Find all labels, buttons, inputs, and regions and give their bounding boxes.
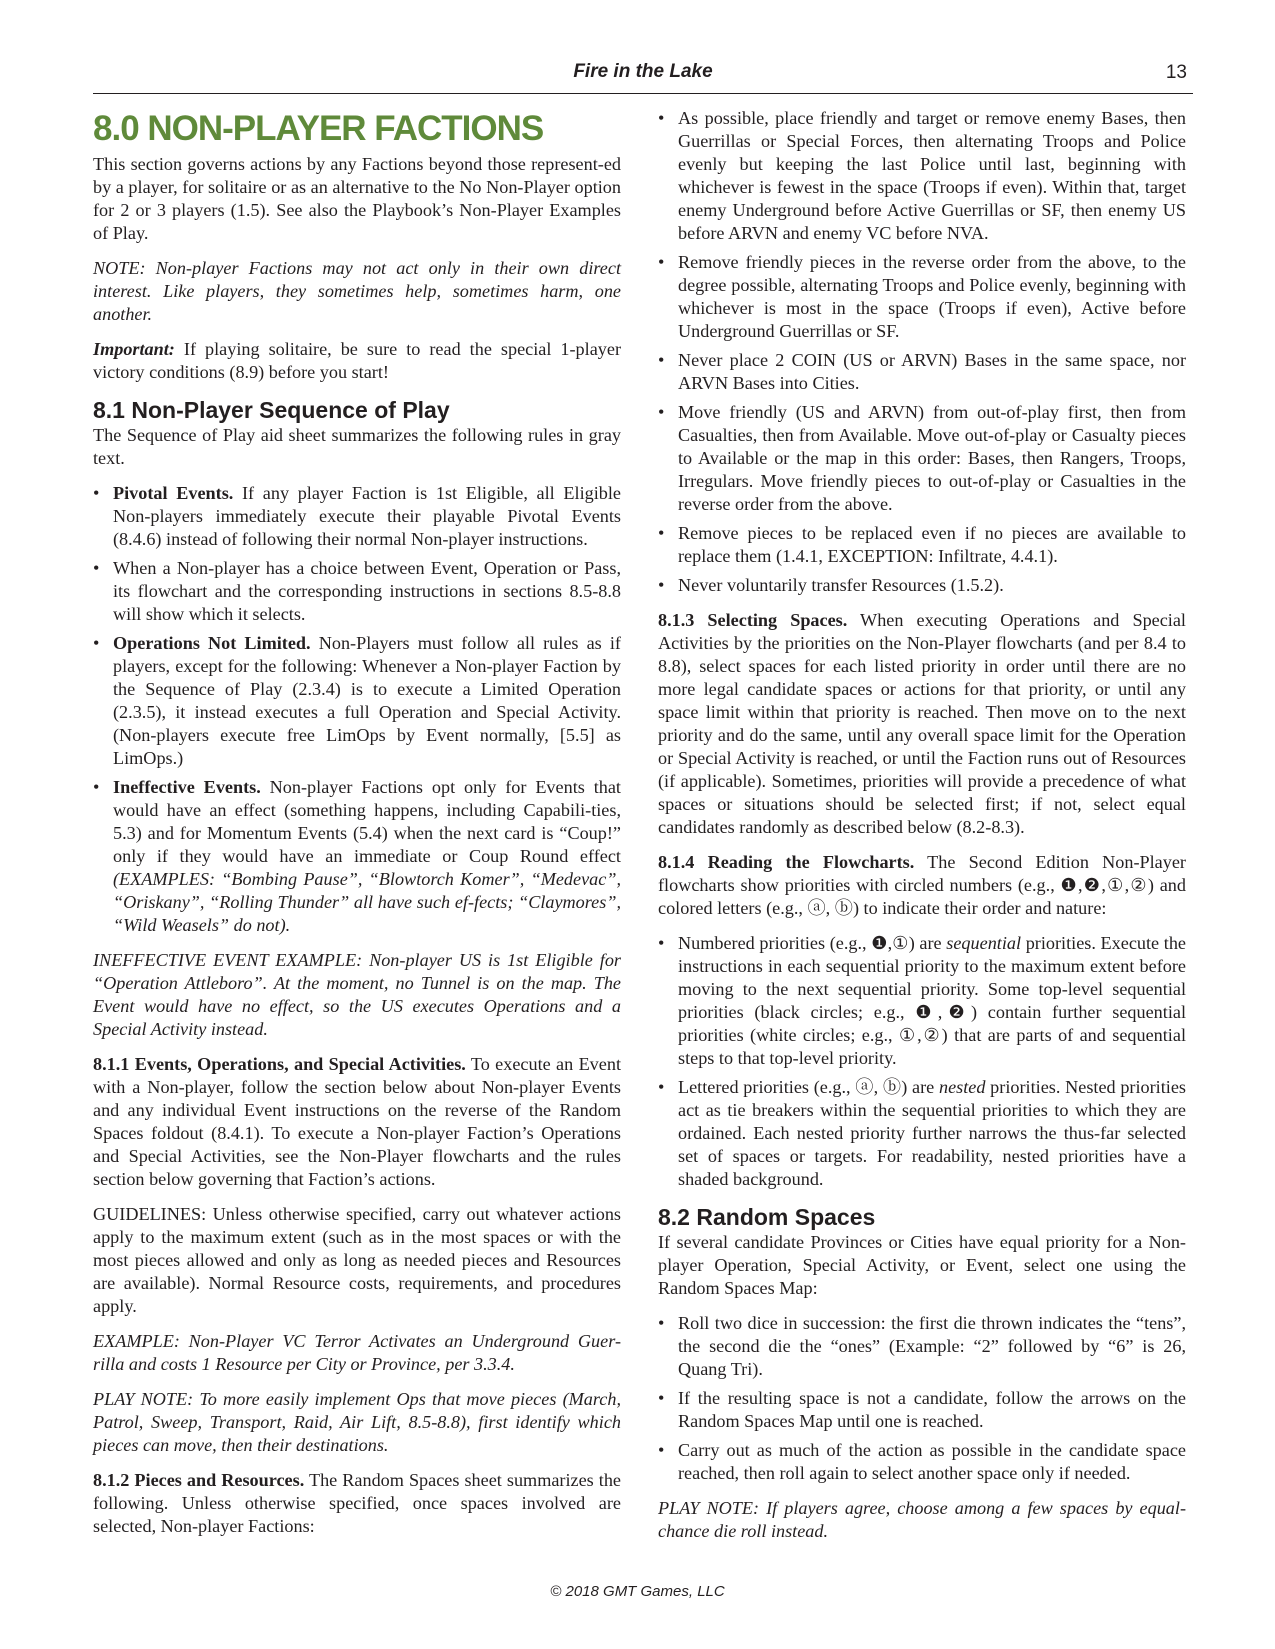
bullet-text: priorities. Nested priorities act as tie breakers within the sequential priorities to which they are ordained. Each nested priority further narrows the thus-far selected set of spaces or targets. For readability, nested priorities have a shaded background. bbox=[678, 1077, 1186, 1189]
sequence-bullets bbox=[93, 482, 621, 937]
list-item: • Roll two dice in succession: the first die thrown indicates the “tens”, the second die the “ones” (Example: “2” followed by “6” is 26, Quang Tri). bbox=[658, 1312, 1186, 1381]
priority-bullets bbox=[658, 932, 1186, 1191]
list-item: • As possible, place friendly and target or remove enemy Bases, then Guerrillas or Special Forces, then alternating Troops and Police evenly but keeping the last Police until last, beginning with whichever is fewest in the space (Troops if even). Within that, target enemy Underground before Active Guerrillas or SF, then enemy US before ARVN and enemy VC before NVA. bbox=[658, 107, 1186, 245]
note-paragraph: NOTE: Non-player Factions may not act only in their own direct interest. Like players, they sometimes help, sometimes harm, one another. bbox=[93, 258, 621, 324]
subsection-text: The Second Edition Non-Player flowcharts show priorities with circled numbers (e.g., ❶,❷,①,②) and colored letters (e.g., ⓐ, ⓑ) to indicate their order and nature: bbox=[658, 852, 1186, 918]
list-item bbox=[658, 1076, 1186, 1191]
list-item bbox=[93, 776, 621, 937]
section-8-1-2 bbox=[93, 1469, 621, 1538]
list-item: • Remove pieces to be replaced even if no pieces are available to replace them (1.4.1, EXCEPTION: Infiltrate, 4.4.1). bbox=[658, 522, 1186, 568]
left-column bbox=[93, 107, 621, 1550]
list-item: • Remove friendly pieces in the reverse order from the above, to the degree possible, alternating Troops and Police evenly, beginning with whichever is most in the space (Troops if even), Active before Underground Guerrillas or SF. bbox=[658, 251, 1186, 343]
example-paragraph: EXAMPLE: Non-Player VC Terror Activates an Underground Guer-rilla and costs 1 Resource per City or Province, per 3.3.4. bbox=[93, 1331, 621, 1374]
bullet-text: Numbered priorities (e.g., ❶,①) are bbox=[678, 933, 947, 953]
section-8-1-4 bbox=[658, 851, 1186, 920]
important-label: Important: bbox=[93, 339, 175, 359]
bullet-text: Non-player Factions opt only for Events that would have an effect (something happens, including Capabili-ties, 5.3) and for Momentum Events (5.4) when the next card is “Coup!” only if they would have an immediate or Coup Round effect bbox=[113, 777, 621, 866]
running-title: Fire in the Lake bbox=[573, 61, 713, 82]
section-heading-8-1: 8.1 Non-Player Sequence of Play bbox=[93, 397, 450, 423]
section-heading-8-2: 8.2 Random Spaces bbox=[658, 1204, 876, 1230]
subsection-lead: 8.1.4 Reading the Flowcharts. bbox=[658, 852, 915, 872]
bullet-emphasis: nested bbox=[938, 1077, 986, 1097]
subsection-lead: 8.1.1 Events, Operations, and Special Activities. bbox=[93, 1054, 466, 1074]
subsection-text: To execute an Event with a Non-player, follow the section below about Non-player Events and any individual Event instructions on the reverse of the Random Spaces foldout (8.4.1). To execute a Non-player Faction’s Operations and Special Activities, see the Non-Player flowcharts and the rules section below governing that Faction’s actions. bbox=[93, 1054, 621, 1189]
bullet-text: Lettered priorities (e.g., ⓐ, ⓑ) are bbox=[678, 1077, 939, 1097]
list-item: • Carry out as much of the action as possible in the candidate space reached, then roll again to select another space only if needed. bbox=[658, 1439, 1186, 1485]
bullet-text: priorities. Execute the instructions in each sequential priority to the maximum extent before moving to the next sequential priority. Some top-level sequential priorities (black circles; e.g., ❶,❷) contain further sequential priorities (white circles; e.g., ①,②) that are parts of and sequential steps to that top-level priority. bbox=[678, 933, 1186, 1068]
bullet-lead: Pivotal Events. bbox=[113, 483, 234, 503]
bullet-text: When a Non-player has a choice between Event, Operation or Pass, its flowchart and the corresponding instructions in sections 8.5-8.8 will show which it selects. bbox=[113, 558, 621, 624]
page-number: 13 bbox=[1165, 62, 1187, 83]
bullet-lead: Ineffective Events. bbox=[113, 777, 261, 797]
list-item bbox=[658, 932, 1186, 1070]
subsection-lead: 8.1.3 Selecting Spaces. bbox=[658, 610, 848, 630]
bullet-text: If any player Faction is 1st Eligible, all Eligible Non-players immediately execute their playable Pivotal Events (8.4.6) instead of following their normal Non-player instructions. bbox=[113, 483, 621, 549]
list-item: • Never voluntarily transfer Resources (1.5.2). bbox=[658, 574, 1186, 597]
list-item: • Never place 2 COIN (US or ARVN) Bases in the same space, nor ARVN Bases into Cities. bbox=[658, 349, 1186, 395]
bullet-examples: (EXAMPLES: “Bombing Pause”, “Blowtorch Komer”, “Medevac”, “Oriskany”, “Rolling Thunder” all have such ef-fects; “Claymores”, “Wild Weasels” do not). bbox=[113, 869, 621, 935]
guidelines-paragraph: GUIDELINES: Unless otherwise specified, carry out whatever actions apply to the maximum extent (such as in the most spaces or with the most pieces allowed and only as long as needed pieces and Resources are available). Normal Resource costs, requirements, and procedures apply. bbox=[93, 1204, 621, 1316]
subsection-text: The Random Spaces sheet summarizes the following. Unless otherwise specified, once spaces involved are selected, Non-player Factions: bbox=[93, 1470, 621, 1536]
random-spaces-bullets bbox=[658, 1312, 1186, 1485]
section-8-1-3 bbox=[658, 609, 1186, 839]
subsection-lead: 8.1.2 Pieces and Resources. bbox=[93, 1470, 305, 1490]
list-item: • Move friendly (US and ARVN) from out-of-play first, then from Casualties, then from Available. Move out-of-play or Casualty pieces to Available or the map in this order: Bases, then Rangers, Troops, Irregulars. Move friendly pieces to out-of-play or Casualties in the reverse order from the above. bbox=[658, 401, 1186, 516]
list-item bbox=[93, 482, 621, 551]
list-item bbox=[93, 557, 621, 626]
copyright-footer: © 2018 GMT Games, LLC bbox=[550, 1583, 725, 1600]
section-8-1-1 bbox=[93, 1053, 621, 1191]
page-header bbox=[93, 55, 1193, 94]
ineffective-example: INEFFECTIVE EVENT EXAMPLE: Non-player US is 1st Eligible for “Operation Attleboro”. At the moment, no Tunnel is on the map. The Event would have no effect, so the US executes Operations and a Special Activity instead. bbox=[93, 950, 621, 1039]
list-item bbox=[93, 632, 621, 770]
important-paragraph bbox=[93, 338, 621, 384]
bullet-emphasis: sequential bbox=[946, 933, 1022, 953]
pieces-bullets bbox=[658, 107, 1186, 597]
random-spaces-intro: If several candidate Provinces or Cities have equal priority for a Non-player Operation, Special Activity, or Event, select one using the Random Spaces Map: bbox=[658, 1232, 1186, 1298]
section-heading-8-0: 8.0 NON-PLAYER FACTIONS bbox=[93, 109, 544, 148]
sequence-intro: The Sequence of Play aid sheet summarizes the following rules in gray text. bbox=[93, 425, 621, 468]
play-note-paragraph: PLAY NOTE: If players agree, choose among a few spaces by equal-chance die roll instead. bbox=[658, 1498, 1186, 1541]
bullet-text: Non-Players must follow all rules as if players, except for the following: Whenever a Non-player Faction by the Sequence of Play (2.3.4) is to execute a Limited Operation (2.3.5), it instead executes a full Operation and Special Activity. (Non-players execute free LimOps by Event normally, [5.5] as LimOps.) bbox=[113, 633, 621, 768]
right-column bbox=[658, 107, 1186, 1555]
play-note-paragraph: PLAY NOTE: To more easily implement Ops that move pieces (March, Patrol, Sweep, Transport, Raid, Air Lift, 8.5-8.8), first identify which pieces can move, then their destinations. bbox=[93, 1389, 621, 1455]
subsection-text: When executing Operations and Special Activities by the priorities on the Non-Player flowcharts (and per 8.4 to 8.8), select spaces for each listed priority in order until there are no more legal candidate spaces or actions for that priority, or until any space limit within that priority is reached. Then move on to the next priority and do the same, until any overall space limit for the Operation or Special Activity is reached, or until the Faction runs out of Resources (if applicable). Sometimes, priorities will provide a precedence of what spaces or situations should be selected first; if not, select equal candidates randomly as described below (8.2-8.3). bbox=[658, 610, 1186, 837]
intro-paragraph: This section governs actions by any Factions beyond those represent-ed by a player, for solitaire or as an alternative to the No Non-Player option for 2 or 3 players (1.5). See also the Playbook’s Non-Player Examples of Play. bbox=[93, 154, 621, 243]
important-text: If playing solitaire, be sure to read the special 1-player victory conditions (8.9) before you start! bbox=[93, 339, 621, 382]
bullet-lead: Operations Not Limited. bbox=[113, 633, 311, 653]
list-item: • If the resulting space is not a candidate, follow the arrows on the Random Spaces Map until one is reached. bbox=[658, 1387, 1186, 1433]
